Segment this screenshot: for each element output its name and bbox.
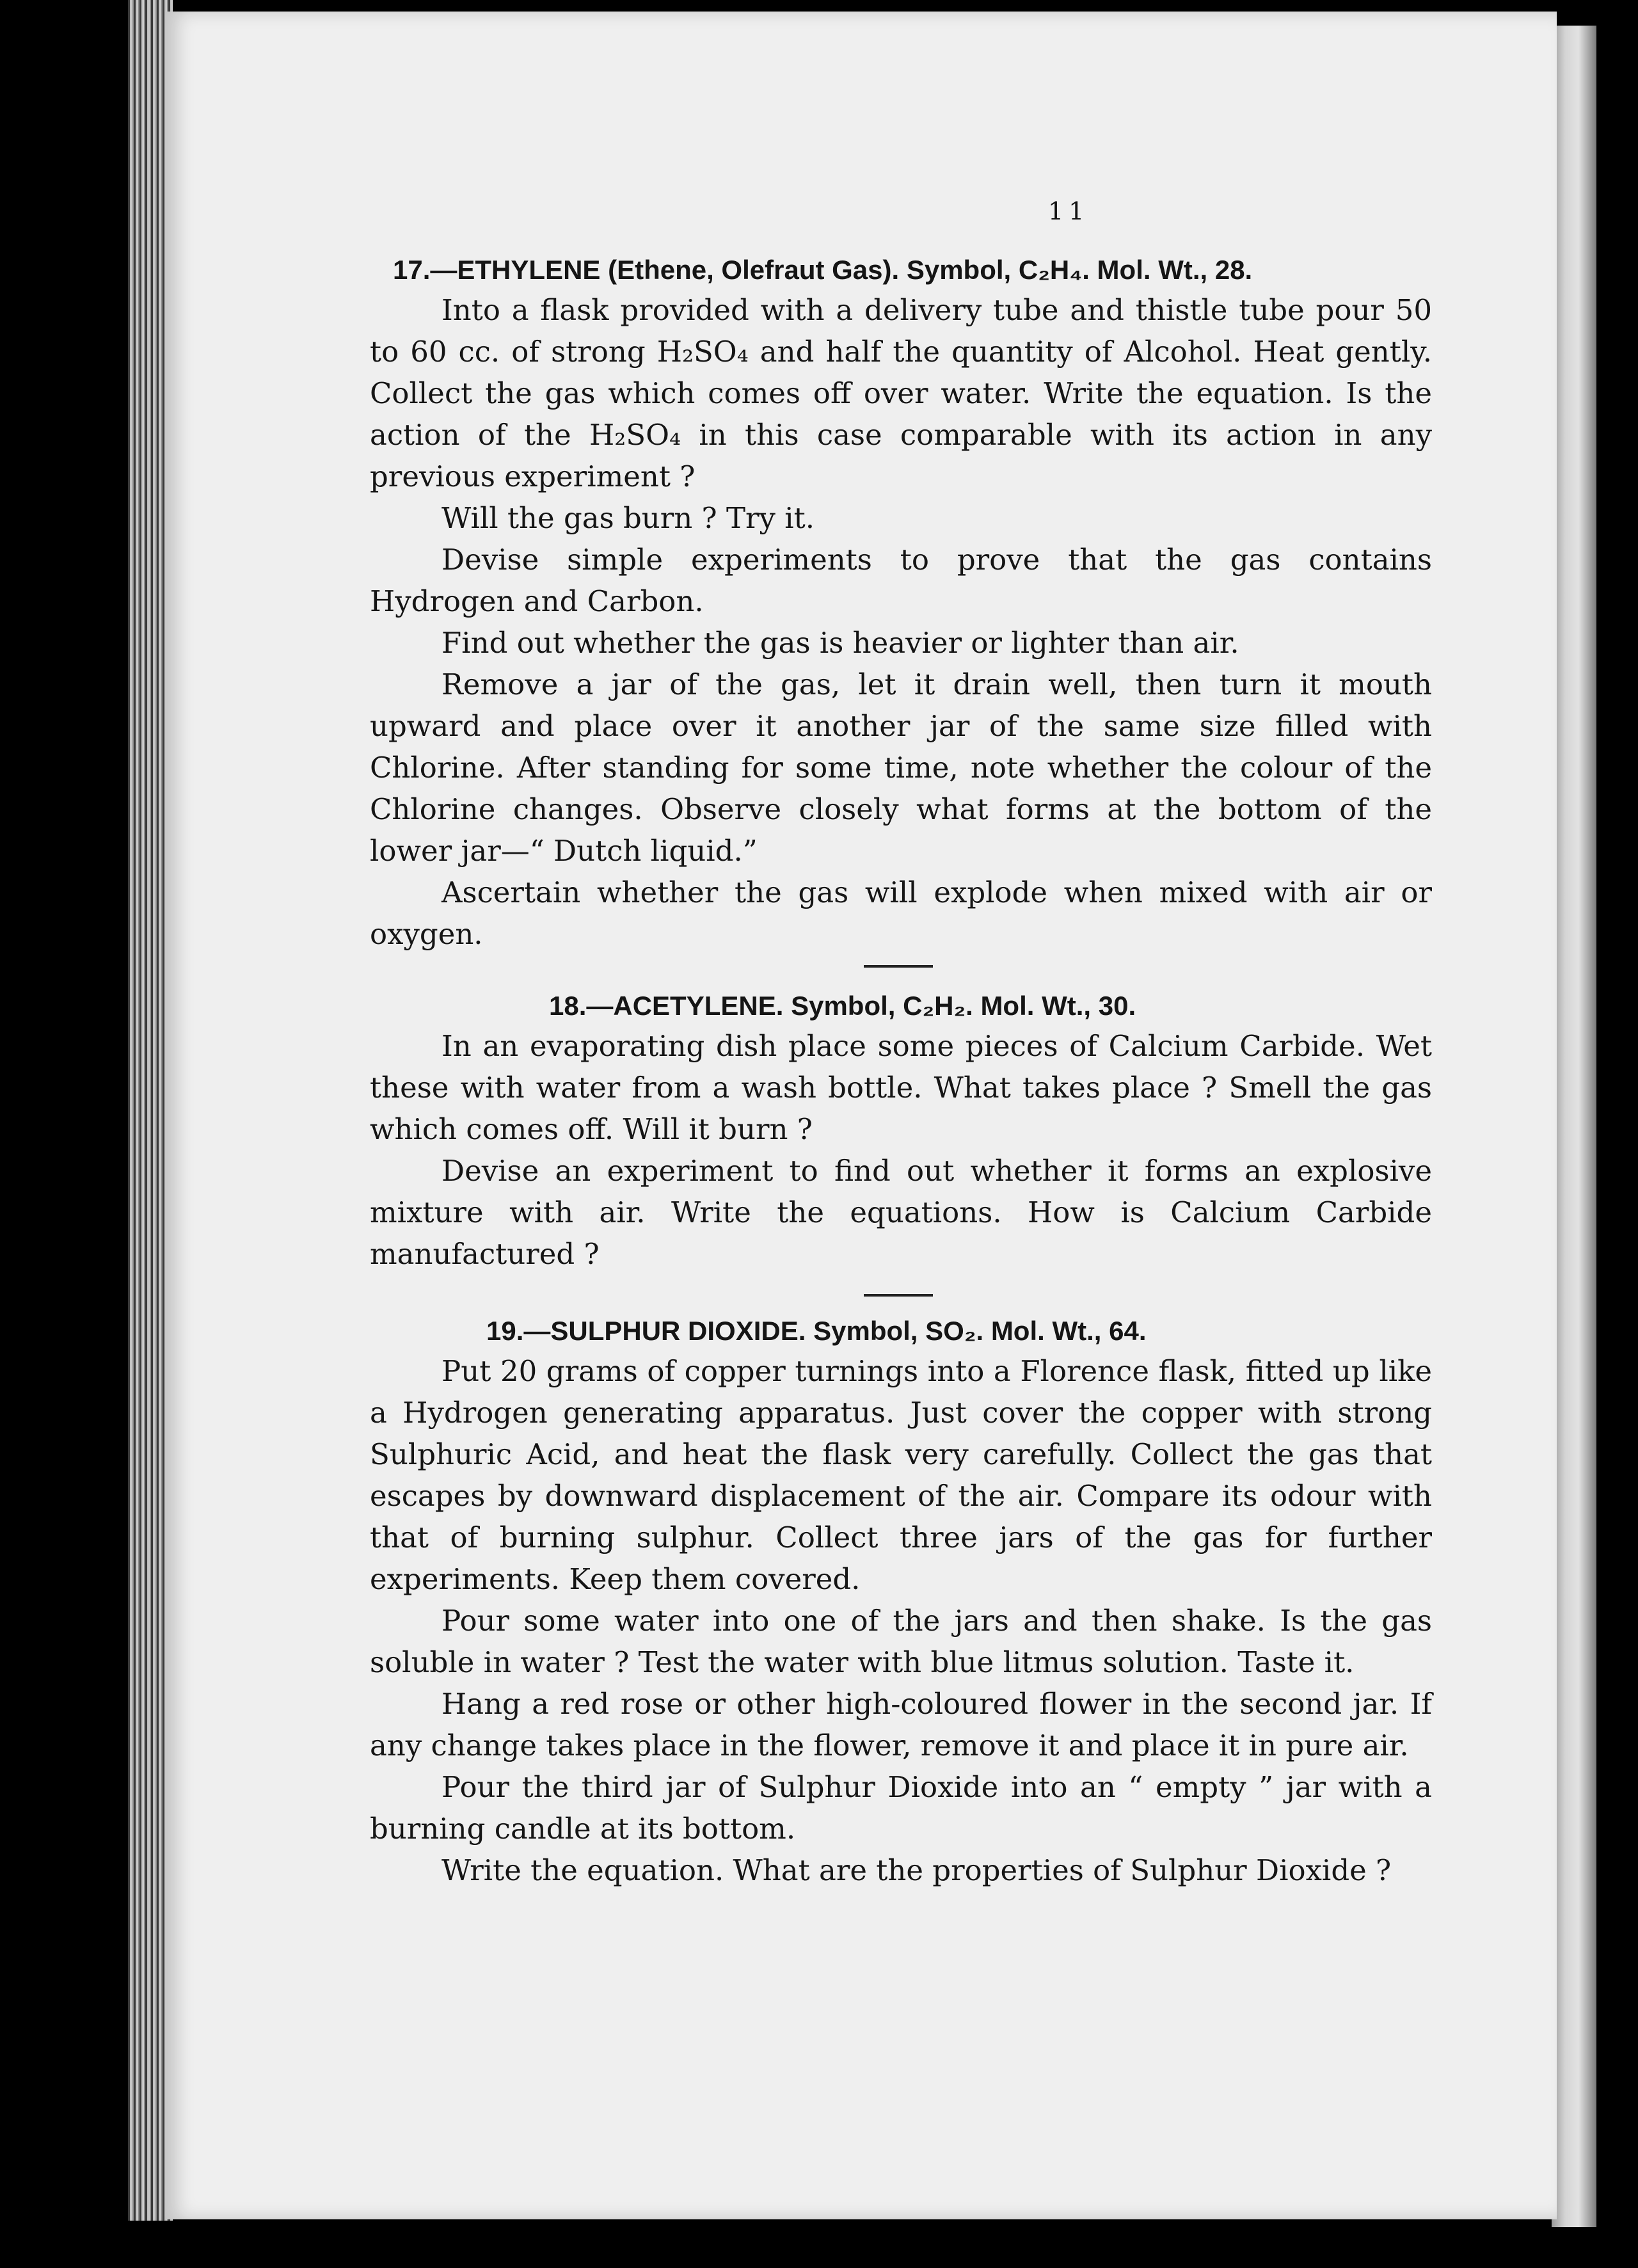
section-heading: 18.—ACETYLENE. Symbol, C₂H₂. Mol. Wt., 30. [549,991,1136,1021]
paragraph: Ascertain whether the gas will explode when mixed with air or oxygen. [370,875,1432,951]
section-sulphur-dioxide [370,1312,1432,1891]
paragraph: Hang a red rose or other high-coloured flower in the second jar. If any change takes place in the flower, remove it and place it in pure air. [370,1687,1432,1762]
section-divider [864,1294,933,1297]
paragraph: Will the gas burn ? Try it. [441,501,815,535]
scan-background [0,0,128,2268]
section-acetylene [370,987,1432,1275]
facing-page-edge [1552,26,1596,2227]
section-ethylene [370,251,1432,955]
paragraph: Pour some water into one of the jars and then shake. Is the gas soluble in water ? Test the water with blue litmus solution. Taste it. [370,1604,1432,1679]
paragraph: Write the equation. What are the properties of Sulphur Dioxide ? [441,1853,1392,1887]
page-number: 11 [1048,197,1090,225]
paragraph: Find out whether the gas is heavier or lighter than air. [441,626,1239,660]
paragraph: In an evaporating dish place some pieces of Calcium Carbide. Wet these with water from a wash bottle. What takes place ? Smell the gas which comes off. Will it burn ? [370,1029,1432,1146]
section-heading: 17.—ETHYLENE (Ethene, Olefraut Gas). Symbol, C₂H₄. Mol. Wt., 28. [393,255,1253,285]
paragraph: Devise an experiment to find out whether it forms an explosive mixture with air. Write the equations. How is Calcium Carbide manufactured ? [370,1154,1432,1271]
paragraph: Pour the third jar of Sulphur Dioxide into an “ empty ” jar with a burning candle at its bottom. [370,1770,1432,1846]
paragraph: Devise simple experiments to prove that the gas contains Hydrogen and Carbon. [370,543,1432,618]
section-divider [864,965,933,968]
section-heading: 19.—SULPHUR DIOXIDE. Symbol, SO₂. Mol. Wt., 64. [486,1316,1147,1346]
paragraph: Remove a jar of the gas, let it drain well, then turn it mouth upward and place over it another jar of the same size filled with Chlorine. After standing for some time, note whether the colour of the Chlorine changes. Observe closely what forms at the bottom of the lower jar—“ Dutch liquid.” [370,667,1432,868]
page-content [370,251,1432,1891]
paragraph: Into a flask provided with a delivery tube and thistle tube pour 50 to 60 cc. of strong H₂SO₄ and half the quantity of Alcohol. Heat gently. Collect the gas which comes off over water. Write the equation. Is the action of the H₂SO₄ in this case comparable with its action in any previous experiment ? [370,293,1432,493]
paragraph: Put 20 grams of copper turnings into a Florence flask, fitted up like a Hydrogen generating apparatus. Just cover the copper with strong Sulphuric Acid, and heat the flask very carefully. Collect the gas that escapes by downward displacement of the air. Compare its odour with that of burning sulphur. Collect three jars of the gas for further experiments. Keep them covered. [370,1354,1432,1596]
